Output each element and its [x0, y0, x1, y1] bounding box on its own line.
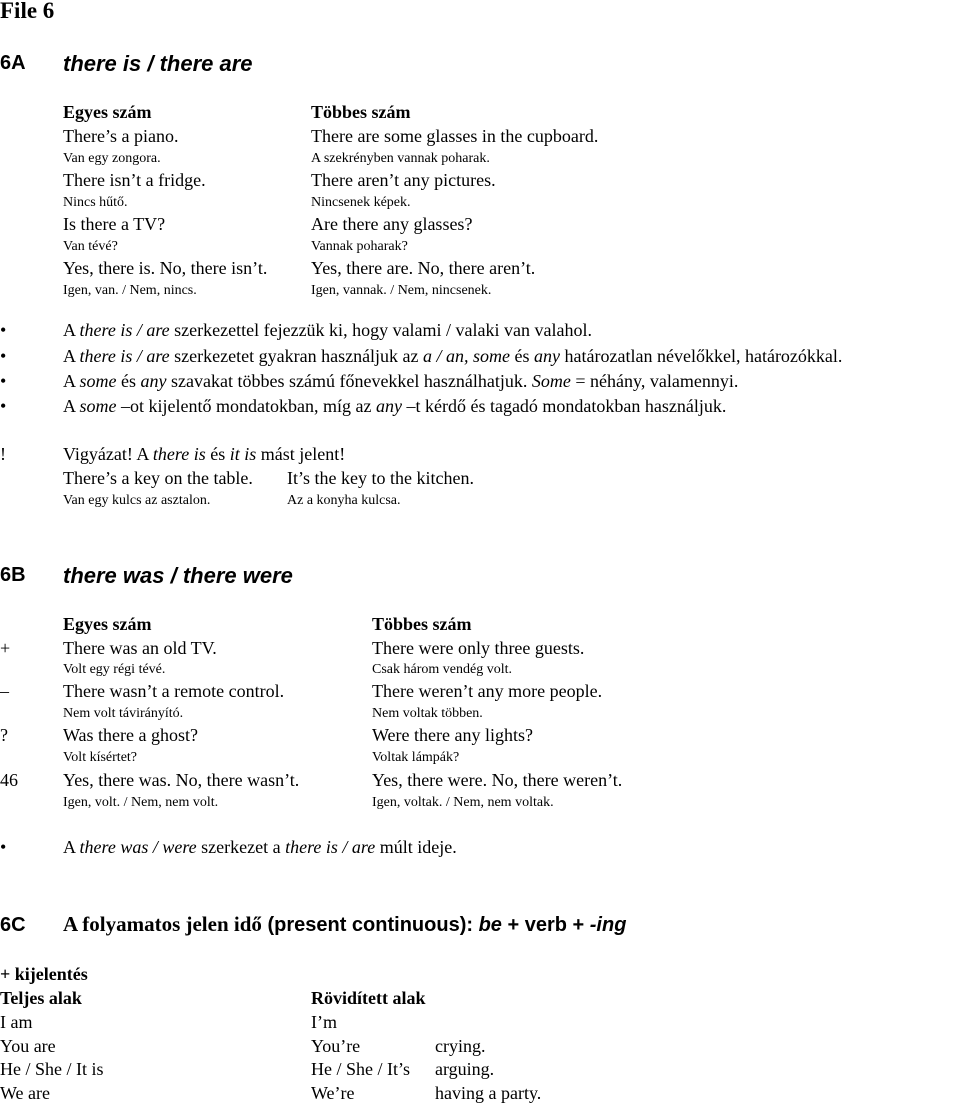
- section-6c-title: A folyamatos jelen idő (present continuous): be + verb + -ing: [63, 912, 627, 936]
- example-en: Yes, there are. No, there aren’t.: [311, 258, 536, 278]
- warning-mark: !: [0, 444, 6, 464]
- short-form: I’m: [311, 1012, 337, 1032]
- example-en: Are there any glasses?: [311, 214, 473, 234]
- verb-example: having a party.: [435, 1083, 542, 1103]
- warning-text: Vigyázat! A there is és it is mást jelent!: [63, 444, 346, 464]
- example-hu: A szekrényben vannak poharak.: [311, 151, 490, 166]
- example-en: There was an old TV.: [63, 638, 217, 658]
- example-hu: Van egy zongora.: [63, 151, 161, 166]
- full-form: You are: [0, 1036, 56, 1056]
- example-en: There were only three guests.: [372, 638, 585, 658]
- example-en: Is there a TV?: [63, 214, 166, 234]
- note-line: A there is / are szerkezetet gyakran használjuk az a / an, some és any határozatlan névelőkkel, határozókkal.: [63, 346, 843, 366]
- example-hu: Vannak poharak?: [311, 239, 408, 254]
- bullet: •: [0, 346, 7, 366]
- example-en: There weren’t any more people.: [372, 681, 603, 701]
- example-en: Yes, there were. No, there weren’t.: [372, 770, 623, 790]
- example-hu: Volt egy régi tévé.: [63, 662, 166, 677]
- example-hu: Igen, voltak. / Nem, nem voltak.: [372, 795, 554, 810]
- example-hu: Nincs hűtő.: [63, 195, 128, 210]
- section-6a-number: 6A: [0, 52, 26, 74]
- full-form: He / She / It is: [0, 1059, 104, 1079]
- bullet: •: [0, 320, 7, 340]
- section-6a-title: there is / there are: [63, 51, 253, 76]
- full-form-header: Teljes alak: [0, 988, 82, 1008]
- example-hu: Igen, volt. / Nem, nem volt.: [63, 795, 219, 810]
- example-en: Was there a ghost?: [63, 725, 198, 745]
- example-en: There’s a piano.: [63, 126, 179, 146]
- note-line: A some és any szavakat többes számú főnevekkel használhatjuk. Some = néhány, valamennyi.: [63, 371, 739, 391]
- example-en: There aren’t any pictures.: [311, 170, 496, 190]
- note-line: A there is / are szerkezettel fejezzük ki, hogy valami / valaki van valahol.: [63, 320, 592, 340]
- affirmative-header: + kijelentés: [0, 964, 88, 984]
- note-line: A there was / were szerkezet a there is / are múlt ideje.: [63, 837, 457, 857]
- row-mark: ?: [0, 725, 8, 745]
- example-hu: Nem volt távirányító.: [63, 706, 184, 721]
- example-hu: Nem voltak többen.: [372, 706, 483, 721]
- section-6b-title: there was / there were: [63, 563, 293, 588]
- example-hu: Az a konyha kulcsa.: [287, 493, 401, 508]
- example-hu: Nincsenek képek.: [311, 195, 411, 210]
- example-en: There wasn’t a remote control.: [63, 681, 285, 701]
- full-form: We are: [0, 1083, 51, 1103]
- bullet: •: [0, 396, 7, 416]
- example-en: Yes, there was. No, there wasn’t.: [63, 770, 300, 790]
- plural-header: Többes szám: [372, 614, 472, 634]
- short-form: You’re: [311, 1036, 361, 1056]
- example-hu: Volt kísértet?: [63, 750, 138, 765]
- row-mark: +: [0, 638, 11, 658]
- singular-header: Egyes szám: [63, 102, 152, 122]
- file-title: File 6: [0, 0, 55, 23]
- example-en: There isn’t a fridge.: [63, 170, 206, 190]
- short-form-header: Rövidített alak: [311, 988, 426, 1008]
- verb-example: arguing.: [435, 1059, 495, 1079]
- example-en: Were there any lights?: [372, 725, 533, 745]
- row-mark: 46: [0, 770, 18, 790]
- example-en: It’s the key to the kitchen.: [287, 468, 474, 488]
- section-6b-number: 6B: [0, 564, 26, 586]
- example-en: Yes, there is. No, there isn’t.: [63, 258, 268, 278]
- bullet: •: [0, 837, 7, 857]
- singular-header: Egyes szám: [63, 614, 152, 634]
- short-form: He / She / It’s: [311, 1059, 410, 1079]
- plural-header: Többes szám: [311, 102, 411, 122]
- bullet: •: [0, 371, 7, 391]
- example-hu: Van tévé?: [63, 239, 118, 254]
- short-form: We’re: [311, 1083, 355, 1103]
- example-en: There are some glasses in the cupboard.: [311, 126, 599, 146]
- example-en: There’s a key on the table.: [63, 468, 253, 488]
- example-hu: Igen, van. / Nem, nincs.: [63, 283, 197, 298]
- note-line: A some –ot kijelentő mondatokban, míg az any –t kérdő és tagadó mondatokban használjuk.: [63, 396, 727, 416]
- example-hu: Csak három vendég volt.: [372, 662, 512, 677]
- verb-example: crying.: [435, 1036, 486, 1056]
- example-hu: Igen, vannak. / Nem, nincsenek.: [311, 283, 492, 298]
- example-hu: Van egy kulcs az asztalon.: [63, 493, 211, 508]
- section-6c-number: 6C: [0, 914, 26, 936]
- row-mark: –: [0, 681, 9, 701]
- full-form: I am: [0, 1012, 33, 1032]
- example-hu: Voltak lámpák?: [372, 750, 460, 765]
